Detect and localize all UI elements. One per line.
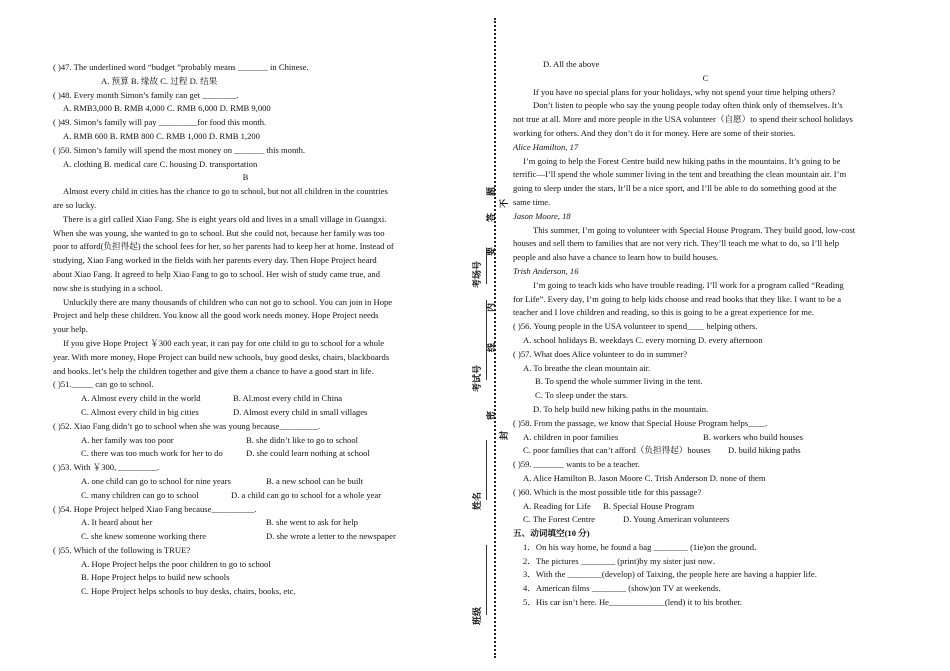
q49-options: A. RMB 600 B. RMB 800 C. RMB 1,000 D. RMB 1,200: [63, 130, 260, 141]
question-55: ( )55. Which of the following is TRUE?: [53, 544, 191, 555]
alice-line: same time.: [513, 196, 551, 207]
jason-line: houses and sell them to families that are not very rich. They’ll teach me what to do, so I’ll help: [513, 238, 840, 249]
exam-number-label: 考试号: [472, 364, 482, 392]
q50-option-d-continued: D. All the above: [543, 59, 600, 69]
q58-option-d: D. build hiking paths: [728, 445, 801, 456]
question-51: ( )51._____ can go to school.: [53, 379, 154, 390]
q60-option-c: C. The Forest Centre: [523, 514, 595, 525]
speaker-trish: Trish Anderson, 16: [513, 265, 579, 276]
question-53: ( )53. With ￥300, _________.: [53, 462, 160, 473]
name-blank[interactable]: [486, 440, 487, 500]
section-b-heading: B: [242, 172, 249, 183]
q53-row1: [53, 475, 438, 489]
alice-line: going to sleep under the stars, It’ll be a nice sport, and I’ll be able to do something good at the: [513, 183, 837, 194]
q55-option-b: B. Hope Project helps to build new schools: [81, 572, 230, 583]
left-column: [53, 0, 438, 599]
passage-line: There is a girl called Xiao Fang. She is eight years old and lives in a small village in Guangxi.: [63, 213, 387, 224]
jason-line: people and also have a chance to learn how to build houses.: [513, 252, 719, 263]
passage-line: now she is studying in a school.: [53, 282, 163, 293]
q53-option-c: C. many children can go to school: [81, 489, 199, 500]
q58-option-c: C. poor families that can’t afford（负担得起）houses: [523, 445, 711, 456]
passage-line: When she was young, she wanted to go to school. But she could not, because her family was too: [53, 227, 385, 238]
jason-line: This summer, I’m going to volunteer with Special House Program. They build good, low-cost: [533, 224, 856, 235]
passage-line: poor to afford(负担得起) the school fees for her, so her parents had to keep her at home. Instead of: [53, 241, 394, 252]
passage-line: Project and help these children. You know all the good work needs money. Hope Project needs: [53, 310, 379, 321]
intro-line: If you have no special plans for your holidays, why not spend your time helping others?: [533, 86, 836, 97]
trish-line: I’m going to teach kids who have trouble reading. I’ll work for a program called “Reading: [533, 279, 844, 290]
right-column: [513, 0, 898, 610]
q58-option-a: A. children in poor families: [523, 431, 619, 442]
section-c-heading: C: [702, 72, 709, 83]
q54-option-d: D. she wrote a letter to the newspaper: [266, 531, 396, 542]
fill-item: 4．American films ________ (show)on TV at weekends．: [523, 583, 727, 594]
question-54: ( )54. Hope Project helped Xiao Fang because__________.: [53, 503, 257, 514]
name-label: 姓名: [472, 491, 482, 510]
q54-option-b: B. she went to ask for help: [266, 517, 358, 528]
question-52: ( )52. Xiao Fang didn’t go to school when she was young because_________.: [53, 420, 321, 431]
q60-option-b: B. Special House Program: [603, 500, 695, 511]
passage-line: Almost every child in cities has the chance to go to school, but not all children in the countries: [63, 186, 388, 197]
binding-char-nei: 内: [486, 302, 496, 312]
binding-char-feng: 封: [499, 430, 509, 440]
q51-option-b: B. Al.most every child in China: [233, 393, 343, 404]
question-57: ( )57. What does Alice volunteer to do in summer?: [513, 348, 688, 359]
fill-item: 2．The pictures ________ (print)by my sister just now．: [523, 555, 722, 566]
q53-option-a: A. one child can go to school for nine years: [81, 475, 231, 486]
intro-line: working for others. And they don’t do it for money. Here are some of their stories.: [513, 127, 796, 138]
q51-row2: [53, 406, 438, 420]
intro-line: not true at all. More and more people in the USA volunteer（自愿）to spend their school holidays: [513, 114, 853, 125]
q58-option-b: B. workers who build houses: [703, 431, 804, 442]
q60-row1: [513, 500, 898, 514]
question-49: ( )49. Simon’s family will pay _________for food this month.: [53, 117, 267, 128]
binding-char-xian: 线: [486, 342, 496, 352]
question-58: ( )58. From the passage, we know that Special House Program helps____.: [513, 417, 768, 428]
q54-option-c: C. she knew someone working there: [81, 531, 207, 542]
question-59: ( )59. _______ wants to be a teacher.: [513, 459, 640, 470]
exam-room-label: 考场号: [472, 260, 482, 288]
q54-option-a: A. It heard about her: [81, 517, 153, 528]
binding-char-yao: 要: [486, 246, 496, 256]
passage-line: studying, Xiao Fang worked in the fields with her parents every day. Then Hope Project heard: [53, 255, 377, 266]
q52-option-c: C. there was too much work for her to do: [81, 448, 223, 459]
q55-option-c: C. Hope Project helps schools to buy desks, chairs, books, etc.: [81, 586, 296, 597]
q50-options: A. clothing B. medical care C. housing D. transportation: [63, 158, 258, 169]
alice-line: terrific—I’ll spend the whole summer living in the tent and breathing the clean mountain air. I’m: [513, 169, 847, 180]
trish-line: for Life”. Every day, I’m going to help kids choose and read books that they like. I want to be a: [513, 293, 842, 304]
q54-row1: [53, 516, 438, 530]
q53-option-b: B. a new school can be built: [266, 475, 364, 486]
q60-option-d: D. Young American volunteers: [623, 514, 730, 525]
fill-item: 3．With the ________(develop) of Taixing, the people here are having a happier life.: [523, 569, 817, 580]
q53-option-d: D. a child can go to school for a whole year: [231, 489, 382, 500]
alice-line: I’m going to help the Forest Centre build new hiking paths in the mountains. It’s going to be: [523, 155, 841, 166]
q52-row2: [53, 447, 438, 461]
class-label: 班级: [472, 606, 482, 625]
question-50: ( )50. Simon’s family will spend the most money on _______ this month.: [53, 144, 306, 155]
exam-room-blank[interactable]: [486, 248, 487, 284]
intro-line: Don’t listen to people who say the young people today often think only of themselves. It’s: [533, 100, 843, 111]
question-60: ( )60. Which is the most possible title for this passage?: [513, 486, 702, 497]
passage-line: and books. let’s help the children together and give them a chance to have a good start in life.: [53, 365, 374, 376]
q57-option-b: B. To spend the whole summer living in the tent.: [535, 376, 703, 387]
binding-char-da: 答: [486, 212, 496, 222]
q54-row2: [53, 530, 438, 544]
q51-row1: [53, 392, 438, 406]
binding-char-ti: 题: [486, 186, 496, 196]
q55-option-a: A. Hope Project helps the poor children to go to school: [81, 558, 271, 569]
q47-options: A. 预算 B. 缘故 C. 过程 D. 结果: [101, 75, 218, 86]
q53-row2: [53, 489, 438, 503]
passage-line: year. With more money, Hope Project can build new schools, buy good desks, chairs, blackboards: [53, 351, 390, 362]
q52-option-b: B. she didn’t like to go to school: [246, 434, 359, 445]
class-blank[interactable]: [486, 545, 487, 615]
q59-options: A. Alice Hamilton B. Jason Moore C. Trish Anderson D. none of them: [523, 472, 766, 483]
q51-option-d: D. Almost every child in small villages: [233, 406, 368, 417]
q58-row1: [513, 431, 898, 445]
question-56: ( )56. Young people in the USA volunteer to spend____ helping others.: [513, 321, 758, 332]
q60-option-a: A. Reading for Life: [523, 500, 591, 511]
q57-option-a: A. To breathe the clean mountain air.: [523, 362, 651, 373]
q51-option-c: C. Almost every child in big cities: [81, 406, 199, 417]
passage-line: are so lucky.: [53, 199, 97, 210]
q52-row1: [53, 434, 438, 448]
q57-option-c: C. To sleep under the stars.: [535, 390, 629, 401]
q51-option-a: A. Almost every child in the world: [81, 393, 201, 404]
passage-line: Unluckily there are many thousands of children who can not go to school. You can join in Hope: [63, 296, 393, 307]
q58-row2: [513, 444, 898, 458]
speaker-jason: Jason Moore, 18: [513, 210, 571, 221]
q48-options: A. RMB3,000 B. RMB 4,000 C. RMB 6,000 D. RMB 9,000: [63, 103, 271, 114]
question-47: ( )47. The underlined word “budget ”probably means _______ in Chinese.: [53, 62, 309, 72]
trish-line: teacher and I love children and reading, so this is going to be a great experience for me.: [513, 307, 814, 318]
q52-option-a: A. her family was too poor: [81, 434, 174, 445]
speaker-alice: Alice Hamilton, 17: [513, 141, 579, 152]
q56-options: A. school holidays B. weekdays C. every morning D. every afternoon: [523, 334, 763, 345]
binding-dotted-line: [494, 18, 496, 658]
q52-option-d: D. she could learn nothing at school: [246, 448, 370, 459]
passage-line: about Xiao Fang. It agreed to help Xiao Fang to go to school. Her wish of study came true, and: [53, 268, 380, 279]
fill-item: 5．His car isn’t here. He_____________(lend) it to his brother.: [523, 597, 742, 608]
q60-row2: [513, 513, 898, 527]
passage-line: your help.: [53, 324, 88, 335]
section-5-heading: 五、动词填空(10 分): [513, 528, 590, 539]
binding-char-mi: 密: [486, 410, 496, 420]
passage-line: If you give Hope Project ￥300 each year, it can pay for one child to go to school for a whole: [63, 337, 385, 348]
question-48: ( )48. Every month Simon’s family can get ________.: [53, 89, 239, 100]
q57-option-d: D. To help build new hiking paths in the mountain.: [533, 403, 709, 414]
binding-char-bu: 不: [499, 198, 509, 208]
exam-number-blank[interactable]: [486, 300, 487, 380]
fill-item: 1．On his way home, he found a bag ________ (1ie)on the ground．: [523, 541, 763, 552]
